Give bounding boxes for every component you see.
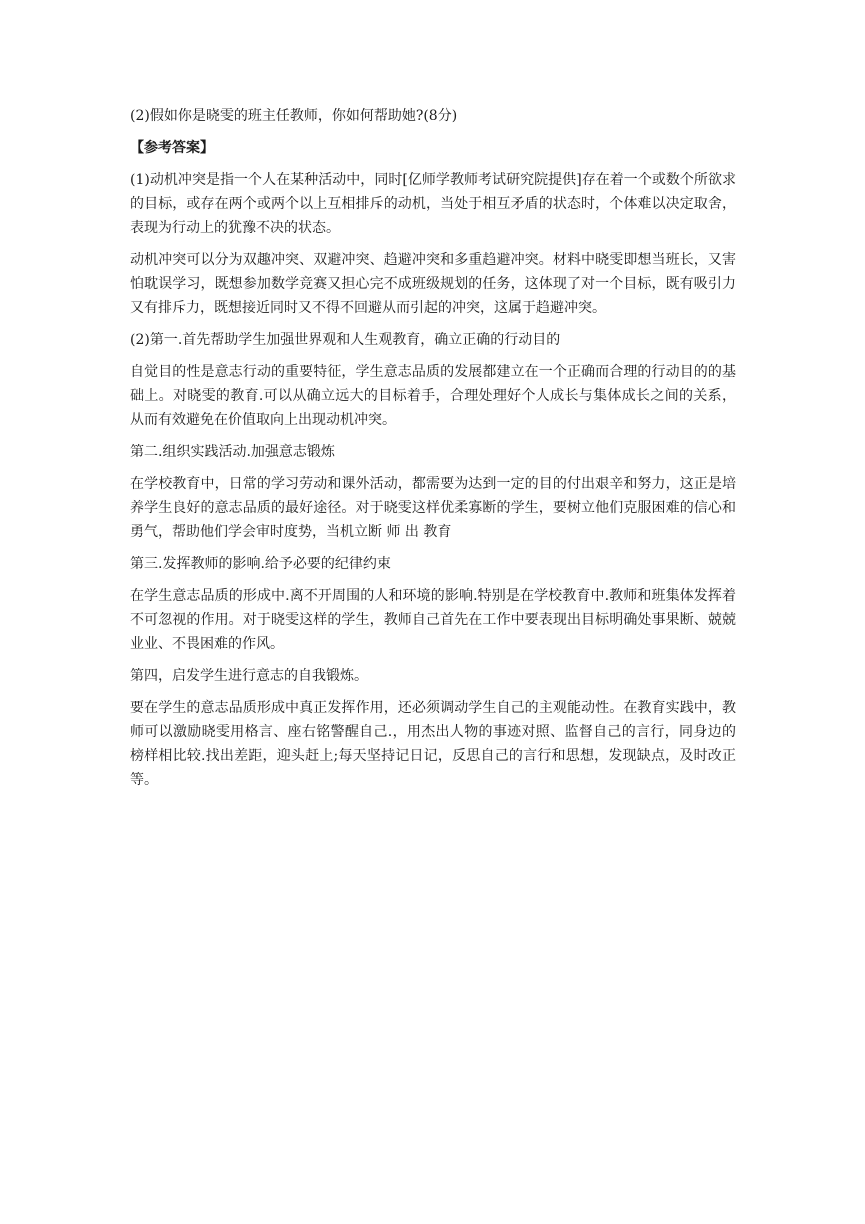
answer-paragraph-3: (2)第一.首先帮助学生加强世界观和人生观教育，确立正确的行动目的 [130,332,561,348]
answer-paragraph-7: 第三.发挥教师的影响.给予必要的纪律约束 [130,556,391,572]
answer-paragraph-1: (1)动机冲突是指一个人在某种活动中，同时[亿师学教师考试研究院提供]存在着一个或数个所欲求的目标，或存在两个或两个以上互相排斥的动机，当处于相互矛盾的状态时，个体难以决定取舍，表现为行动上的犹豫不决的状态。 [130,172,736,236]
answer-paragraph-5: 第二.组织实践活动.加强意志锻炼 [130,444,335,460]
question-2-text: (2)假如你是晓雯的班主任教师，你如何帮助她?(8分) [130,108,458,124]
answer-paragraph-4: 自觉目的性是意志行动的重要特征，学生意志品质的发展都建立在一个正确而合理的行动目的的基础上。对晓雯的教育.可以从确立远大的目标着手，合理处理好个人成长与集体成长之间的关系，从而有效避免在价值取向上出现动机冲突。 [130,364,736,428]
answer-heading: 【参考答案】 [130,140,214,156]
answer-paragraph-10: 要在学生的意志品质形成中真正发挥作用，还必须调动学生自己的主观能动性。在教育实践中，教师可以激励晓雯用格言、座右铭警醒自己.，用杰出人物的事迹对照、监督自己的言行，同身边的榜样相比较.找出差距，迎头赶上;每天坚持记日记，反思自己的言行和思想，发现缺点，及时改正等。 [130,700,736,788]
answer-paragraph-8: 在学生意志品质的形成中.离不开周围的人和环境的影响.特别是在学校教育中.教师和班集体发挥着不可忽视的作用。对于晓雯这样的学生，教师自己首先在工作中要表现出目标明确处事果断、兢兢业业、不畏困难的作风。 [130,588,736,652]
document-page [130,104,736,800]
answer-paragraph-9: 第四，启发学生进行意志的自我锻炼。 [130,668,368,684]
answer-paragraph-6: 在学校教育中，日常的学习劳动和课外活动，都需要为达到一定的目的付出艰辛和努力，这正是培养学生良好的意志品质的最好途径。对于晓雯这样优柔寡断的学生，要树立他们克服困难的信心和勇气，帮助他们学会审时度势，当机立断 师 出 教育 [130,476,736,540]
answer-paragraph-2: 动机冲突可以分为双趣冲突、双避冲突、趋避冲突和多重趋避冲突。材料中晓雯即想当班长，又害怕耽误学习，既想参加数学竞赛又担心完不成班级规划的任务，这体现了对一个目标，既有吸引力又有排斥力，既想接近同时又不得不回避从而引起的冲突，这属于趋避冲突。 [130,252,736,316]
